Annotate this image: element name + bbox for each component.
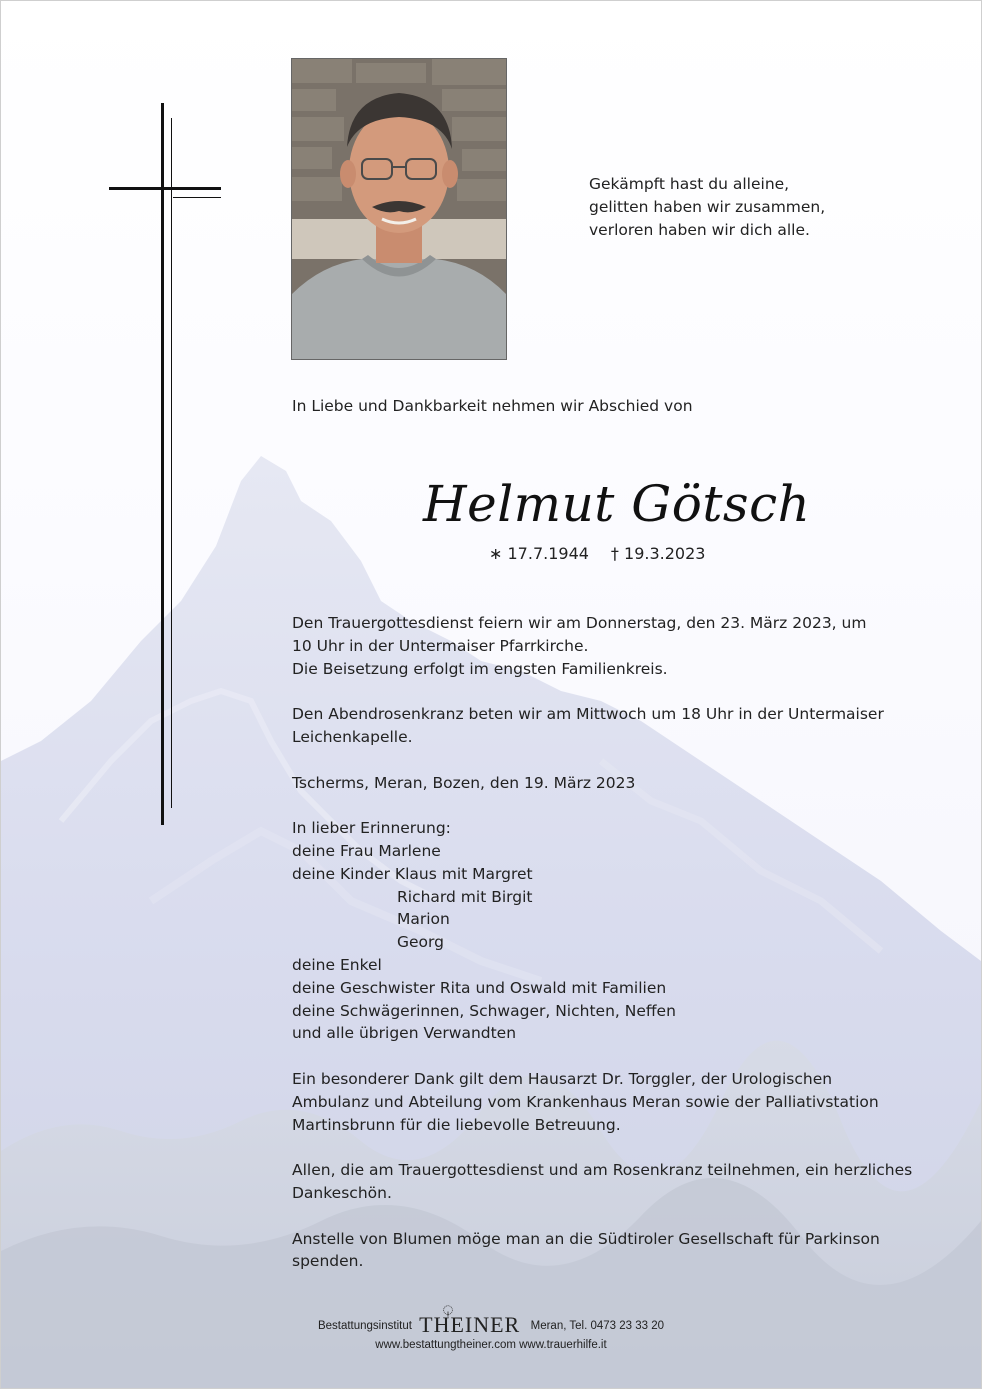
brand-name: THEINER [419,1312,521,1337]
life-dates [489,544,705,563]
text-line: Dankeschön. [292,1183,392,1202]
mourner-line: Richard mit Birgit [397,887,533,906]
poem [589,173,889,242]
mourner-line: deine Schwägerinnen, Schwager, Nichten, Neffen [292,1001,676,1020]
text-line: Anstelle von Blumen möge man an die Südtiroler Gesellschaft für Parkinson [292,1229,880,1248]
thanks-paragraph [292,1068,912,1136]
mourners-list [292,817,912,1045]
mourner-line: deine Frau Marlene [292,841,441,860]
obituary-text [292,612,912,1296]
text-line: Tscherms, Meran, Bozen, den 19. März 2023 [292,773,636,792]
text-line: Ein besonderer Dank gilt dem Hausarzt Dr. Torggler, der Urologischen [292,1069,833,1088]
funeral-home-footer [1,1305,981,1351]
poem-line: verloren haben wir dich alle. [589,221,810,239]
text-line: Den Trauergottesdienst feiern wir am Donnerstag, den 23. März 2023, um [292,614,867,632]
mourner-line: Marion [397,910,450,929]
place-date [292,772,912,795]
thanks-all-paragraph [292,1159,912,1205]
contact-info: Meran, Tel. 0473 23 33 20 [530,1320,665,1332]
mourner-line: deine Geschwister Rita und Oswald mit Familien [292,978,667,997]
text-line: Allen, die am Trauergottesdienst und am Rosenkranz teilnehmen, ein herzliches [292,1161,913,1180]
footer-websites: www.bestattungtheiner.com www.trauerhilfe.it [375,1339,607,1351]
text-line: spenden. [292,1252,364,1271]
portrait-photo [291,58,507,360]
text-line: 10 Uhr in der Untermaiser Pfarrkirche. [292,636,589,655]
birth-date: ∗ 17.7.1944 [489,544,589,563]
text-line: Ambulanz und Abteilung vom Krankenhaus Meran sowie der Palliativstation [292,1092,879,1111]
text-line: Martinsbrunn für die liebevolle Betreuung. [292,1115,621,1134]
donation-paragraph [292,1228,912,1274]
rosary-paragraph [292,703,912,749]
poem-line: Gekämpft hast du alleine, [589,175,790,193]
death-date: † 19.3.2023 [610,544,706,563]
footer-contact-row [1,1305,981,1338]
tree-logo-icon [435,1305,461,1321]
mourner-line: und alle übrigen Verwandten [292,1024,517,1043]
mourners-heading: In lieber Erinnerung: [292,819,451,838]
poem-line: gelitten haben wir zusammen, [589,198,826,216]
deceased-name: Helmut Götsch [423,475,811,533]
mourner-line: deine Kinder Klaus mit Margret [292,864,533,883]
text-line: Leichenkapelle. [292,727,413,746]
text-line: Den Abendrosenkranz beten wir am Mittwoch um 18 Uhr in der Untermaiser [292,705,884,724]
institute-label: Bestattungsinstitut [317,1320,412,1332]
mourner-line: deine Enkel [292,955,382,974]
service-paragraph [292,612,912,680]
farewell-intro: In Liebe und Dankbarkeit nehmen wir Abschied von [292,397,693,415]
mourner-line: Georg [397,933,444,952]
text-line: Die Beisetzung erfolgt im engsten Familienkreis. [292,659,668,678]
